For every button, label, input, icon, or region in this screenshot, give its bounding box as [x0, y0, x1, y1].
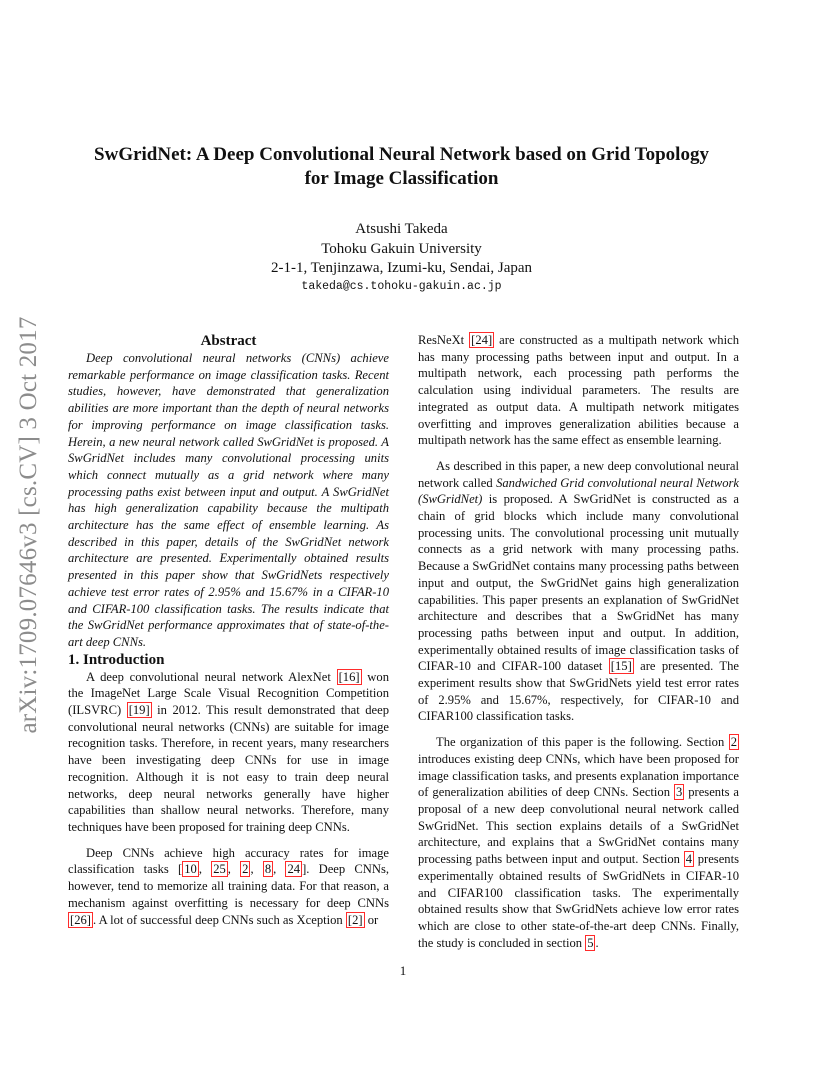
text-run: The organization of this paper is the following. Section: [436, 735, 729, 750]
text-run: won the ImageNet Large Scale Visual Recognition Competition (ILSVRC): [68, 669, 389, 718]
intro-paragraph-2: [68, 845, 389, 929]
text-run: presents experimentally obtained results of SwGridNets in CIFAR-10 and CIFAR100 classification tasks. The experimentally obtained results show that SwGridNets achieve low error rates which are close to other state-of-the-art deep CNNs. Finally, the study is concluded in section: [418, 852, 739, 950]
citation-link[interactable]: 10: [184, 862, 197, 877]
section-link[interactable]: 4: [685, 852, 692, 867]
author-address: 2-1-1, Tenjinzawa, Izumi-ku, Sendai, Japan: [270, 260, 533, 276]
citation-link[interactable]: [24]: [471, 333, 493, 347]
text-run: ,: [250, 862, 263, 877]
citation-link[interactable]: [26]: [70, 912, 91, 927]
text-run: ResNeXt: [418, 333, 470, 347]
right-paragraph-3: [418, 734, 739, 951]
text-run: is proposed. A SwGridNet is constructed as a chain of grid blocks which include many convolutional processing units. The convolutional processing unit mutually connects as a grid network with many processing paths. Because a SwGridNet contains many processing paths between input and output, the SwGridNet gains high generalization capabilities. This paper presents an explanation of SwGridNet architecture and describes that a SwGridNet has many processing paths between input and output. In addition, experimentally obtained results of image classification tasks of CIFAR-10 and CIFAR-100 dataset: [418, 492, 739, 674]
arxiv-identifier: arXiv:1709.07646v3 [cs.CV] 3 Oct 2017: [15, 316, 42, 734]
section-link[interactable]: 3: [675, 785, 683, 800]
abstract-heading: Abstract: [200, 333, 257, 349]
section-link[interactable]: 2: [730, 735, 737, 750]
text-run: are constructed as a multipath network which has many processing paths between input and output. In a multipath network, each processing path performs the calculation using individual parameters. The results are integrated as output data. A multipath network mitigates overfitting and improves generalization abilities because a multipath network has the same effect as ensemble learning.: [418, 333, 739, 448]
text-run: are presented. The experiment results show that SwGridNets yield test error rates of 2.95% and 15.67%, respectively, for CIFAR-10 and CIFAR100 classification tasks.: [418, 659, 739, 724]
text-run: As described in this paper, a new deep convolutional neural network called: [418, 458, 739, 490]
intro-paragraph-1: [68, 669, 389, 836]
citation-link[interactable]: 8: [264, 862, 272, 877]
text-run: .: [595, 935, 599, 950]
text-run: introduces existing deep CNNs, which have been proposed for image classification tasks, and presents explanation importance of generalization abilities of deep CNNs. Section: [418, 751, 739, 800]
citation-link[interactable]: [19]: [128, 703, 150, 718]
left-column: [68, 332, 389, 928]
citation-link[interactable]: [2]: [347, 912, 363, 927]
text-run: presents a proposal of a new deep convolutional neural network called SwGridNet. This section explains details of a SwGridNet architecture, and explains that a SwGridNet contains many processing paths between input and output. Section: [418, 785, 740, 867]
author-block: [60, 220, 743, 279]
author-email[interactable]: takeda@cs.tohoku-gakuin.ac.jp: [301, 280, 502, 293]
title-line-1: SwGridNet: A Deep Convolutional Neural Network based on Grid Topology: [94, 144, 709, 165]
text-run: in 2012. This result demonstrated that deep convolutional neural networks (CNNs) are suitable for image recognition tasks. Therefore, in recent years, many researchers have been investigating deep CNNs for use in image recognition. Although it is not easy to train deep neural networks, deep neural networks generally have higher capabilities than shallow neural networks. Therefore, many techniques have been proposed for training deep CNNs.: [68, 703, 389, 834]
right-paragraph-2: [418, 458, 739, 725]
section-heading-introduction: 1. Introduction: [68, 651, 165, 668]
section-link[interactable]: 5: [587, 935, 594, 950]
text-run: ,: [273, 862, 286, 877]
right-column: [418, 332, 739, 951]
abstract-text: Deep convolutional neural networks (CNNs) achieve remarkable performance on image classification tasks. Recent studies, however, have demonstrated that generalization abilities are more important than the depth of neural networks for improving performance on image classification tasks. Herein, a new neural network called SwGridNet is proposed. A SwGridNet includes many convolutional processing units which connect mutually as a grid network where many processing paths exist between input and output. A SwGridNet has high generalization capability because the multipath architecture has the same effect of ensemble learning. As described in this paper, details of the SwGridNet network architecture are presented. Experimentally obtained results presented in this paper show that SwGridNets respectively achieve test error rates of 2.95% and 15.67% in a CIFAR-10 and CIFAR-100 classification tasks. The results indicate that the SwGridNet performance approximates that of state-of-the-art deep CNNs.: [68, 351, 389, 649]
emphasized-term: Sandwiched Grid convolutional neural Network (SwGridNet): [418, 475, 739, 507]
right-paragraph-1: [418, 332, 739, 449]
paper-title: [60, 143, 743, 191]
citation-link[interactable]: 2: [242, 862, 249, 877]
title-line-2: for Image Classification: [304, 168, 499, 189]
arxiv-sidebar-stamp: [5, 280, 53, 770]
text-run: ]. Deep CNNs, however, tend to memorize all training data. For that reason, a mechanism against overfitting is necessary for deep CNNs: [68, 862, 390, 910]
author-name: Atsushi Takeda: [355, 221, 448, 237]
citation-link[interactable]: 24: [287, 862, 301, 877]
text-run: A deep convolutional neural network AlexNet: [86, 669, 337, 684]
author-affiliation: Tohoku Gakuin University: [321, 240, 482, 257]
citation-link[interactable]: [15]: [610, 659, 632, 674]
text-run: . A lot of successful deep CNNs such as Xception: [92, 912, 346, 927]
text-run: Deep CNNs achieve high accuracy rates for image classification tasks [: [68, 845, 389, 877]
citation-link[interactable]: [16]: [338, 669, 360, 684]
text-run: ,: [227, 862, 241, 877]
text-run: or: [364, 912, 379, 927]
page-number: 1: [399, 963, 407, 978]
citation-link[interactable]: 25: [213, 862, 226, 877]
text-run: ,: [198, 862, 212, 877]
